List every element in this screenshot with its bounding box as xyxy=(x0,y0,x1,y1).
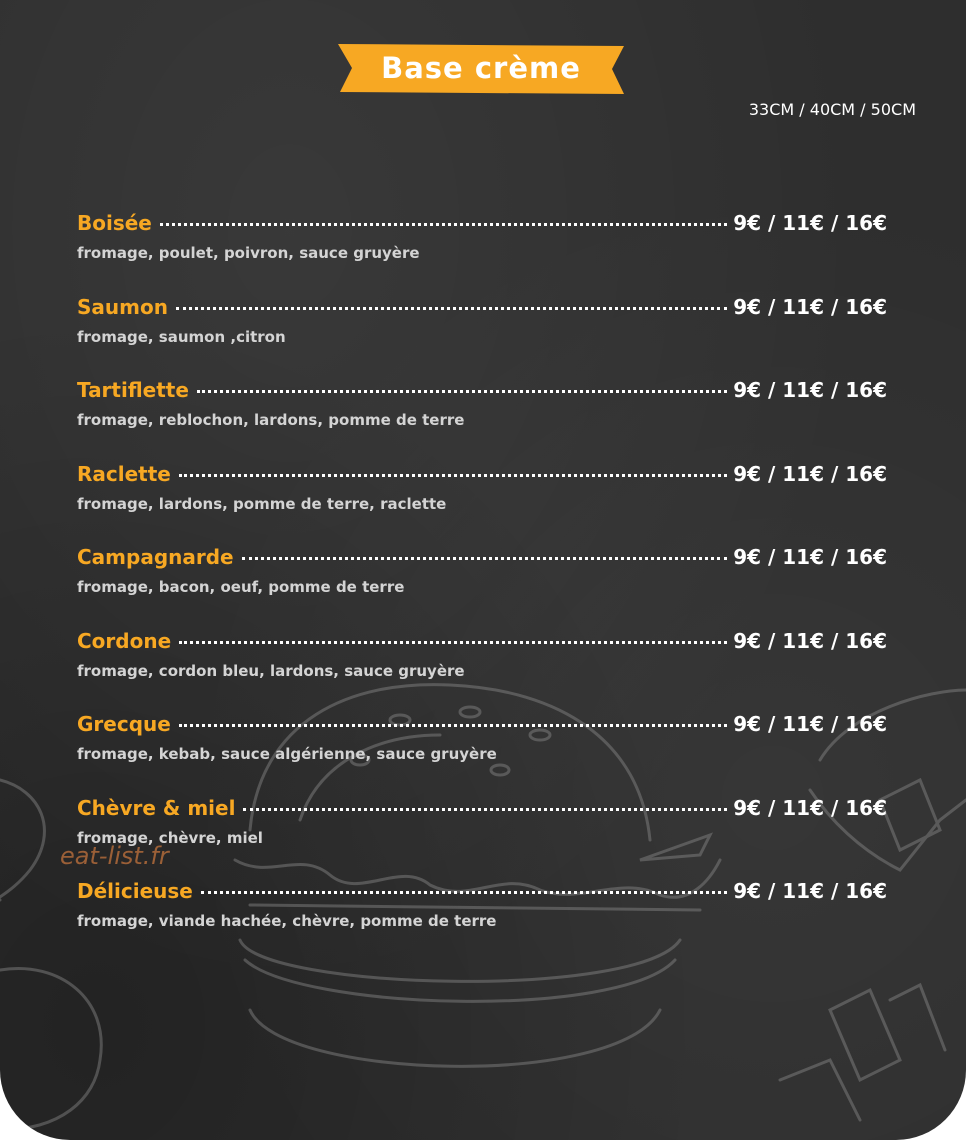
menu-item xyxy=(77,879,887,963)
item-name: Délicieuse xyxy=(77,879,193,903)
item-name: Chèvre & miel xyxy=(77,795,236,820)
watermark: eat-list.fr xyxy=(60,842,169,870)
dot-leader xyxy=(179,474,727,477)
item-name: Cordone xyxy=(77,628,172,653)
menu-item xyxy=(77,712,887,796)
item-name: Campagnarde xyxy=(77,545,234,569)
item-description: fromage, reblochon, lardons, pomme de terre xyxy=(77,411,465,429)
title-ribbon xyxy=(336,42,626,96)
item-description: fromage, viande hachée, chèvre, pomme de terre xyxy=(77,912,497,930)
item-name: Grecque xyxy=(77,712,171,736)
item-price: 9€ / 11€ / 16€ xyxy=(733,795,887,820)
menu-item-list xyxy=(77,211,887,963)
item-price: 9€ / 11€ / 16€ xyxy=(733,294,887,319)
dot-leader xyxy=(179,641,727,644)
item-name: Saumon xyxy=(77,294,168,319)
menu-item xyxy=(77,545,887,629)
dot-leader xyxy=(243,808,727,811)
item-price: 9€ / 11€ / 16€ xyxy=(733,879,887,903)
item-description: fromage, cordon bleu, lardons, sauce gruyère xyxy=(77,661,465,680)
item-price: 9€ / 11€ / 16€ xyxy=(733,378,887,402)
dot-leader xyxy=(197,390,727,393)
item-price: 9€ / 11€ / 16€ xyxy=(733,628,887,653)
item-description: fromage, poulet, poivron, sauce gruyère xyxy=(77,244,420,262)
menu-item xyxy=(77,629,887,713)
menu-item xyxy=(77,295,887,379)
item-description: fromage, saumon ,citron xyxy=(77,327,286,346)
size-header: 33CM / 40CM / 50CM xyxy=(748,100,916,119)
item-name: Raclette xyxy=(77,461,171,486)
dot-leader xyxy=(179,724,727,727)
item-description: fromage, chèvre, miel xyxy=(77,828,263,847)
dot-leader xyxy=(201,891,727,894)
item-name: Boisée xyxy=(77,211,152,235)
menu-item xyxy=(77,796,887,880)
dot-leader xyxy=(160,223,727,226)
item-description: fromage, lardons, pomme de terre, raclette xyxy=(77,494,447,513)
item-price: 9€ / 11€ / 16€ xyxy=(733,545,887,569)
menu-item xyxy=(77,211,887,295)
dot-leader xyxy=(176,307,727,310)
item-price: 9€ / 11€ / 16€ xyxy=(733,712,887,736)
item-description: fromage, bacon, oeuf, pomme de terre xyxy=(77,578,405,596)
item-description: fromage, kebab, sauce algérienne, sauce gruyère xyxy=(77,745,497,763)
dot-leader xyxy=(242,557,728,560)
item-price: 9€ / 11€ / 16€ xyxy=(733,461,887,486)
section-title: Base crème xyxy=(381,51,581,85)
menu-item xyxy=(77,378,887,462)
item-name: Tartiflette xyxy=(77,378,189,402)
item-price: 9€ / 11€ / 16€ xyxy=(733,211,887,235)
menu-item xyxy=(77,462,887,546)
